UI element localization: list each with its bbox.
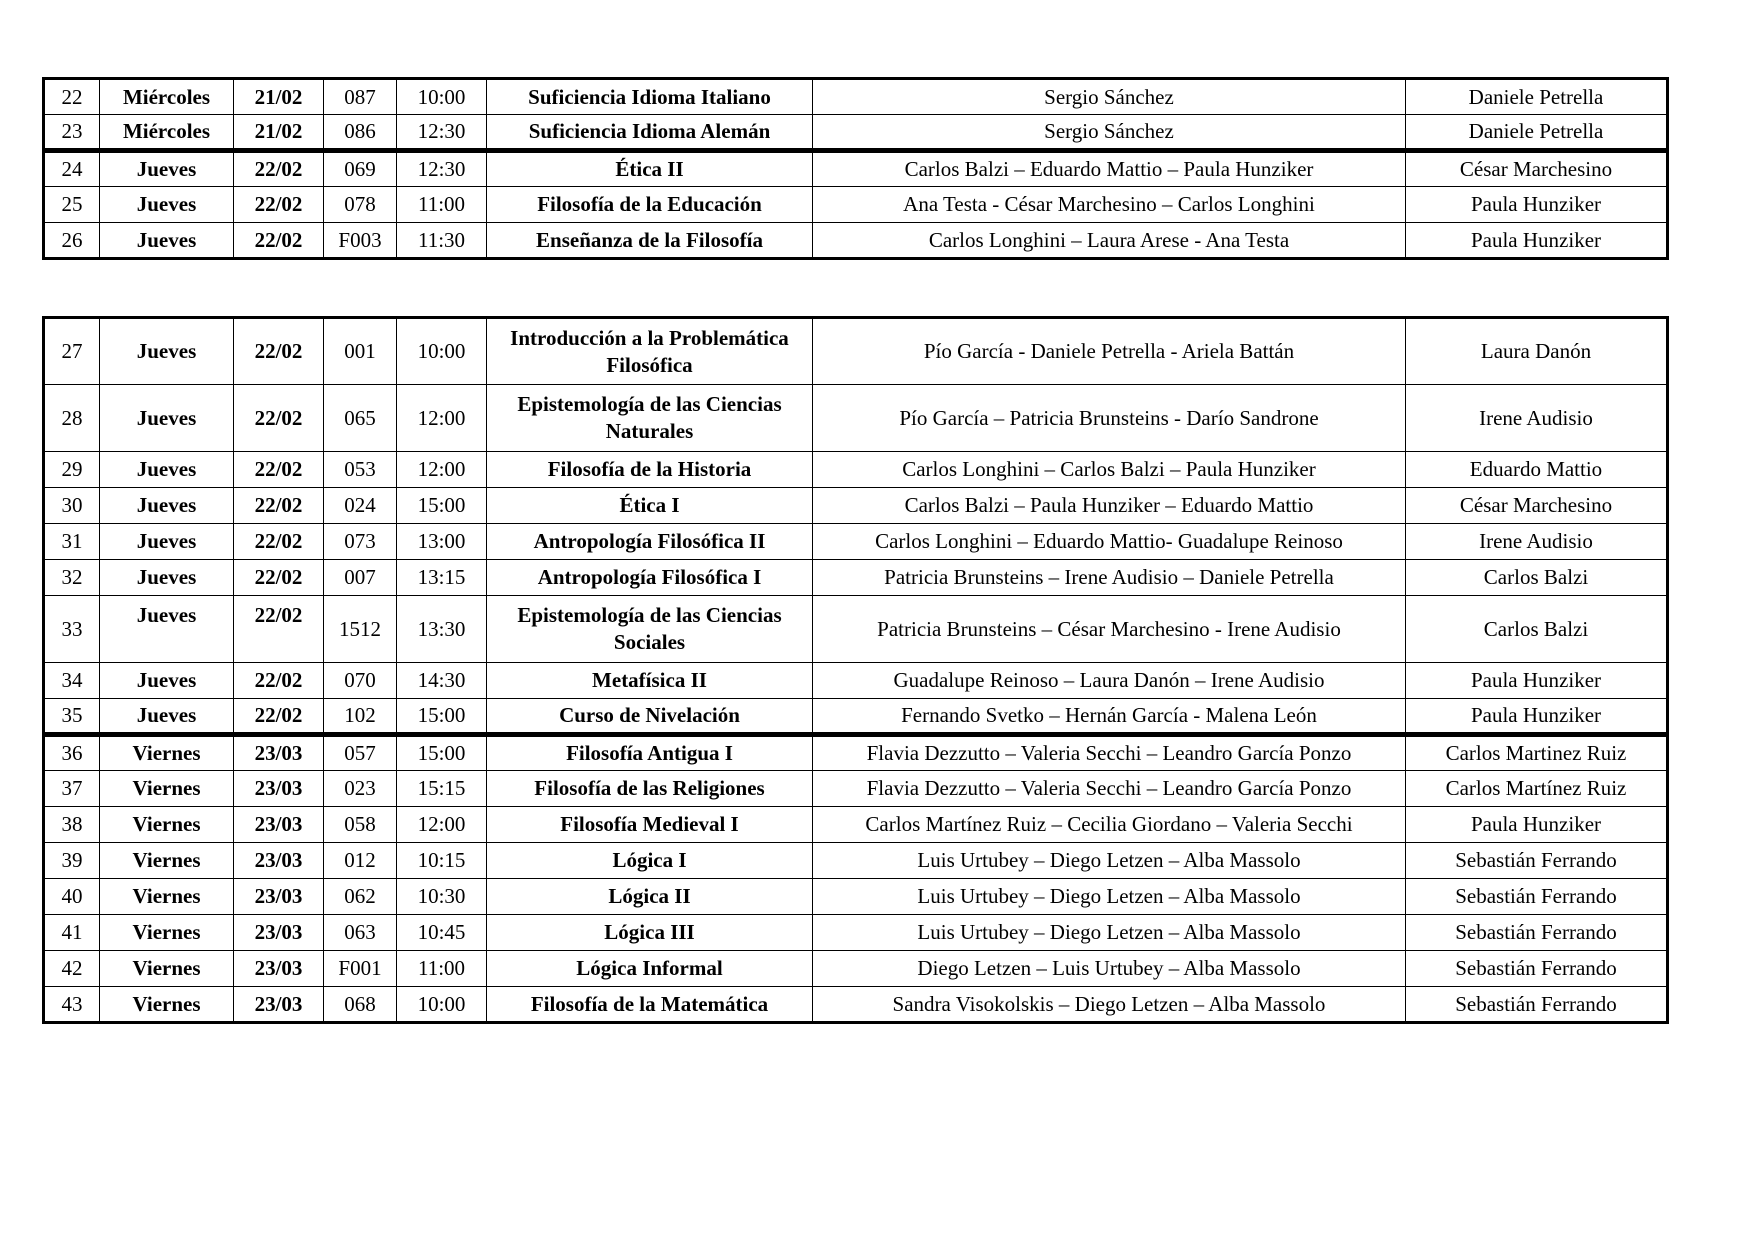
- row-number: 39: [44, 843, 100, 879]
- tribunal-members: Carlos Longhini – Eduardo Mattio- Guadalupe Reinoso: [813, 524, 1406, 560]
- subject-code: 012: [324, 843, 397, 879]
- table-row: [44, 385, 1668, 452]
- tribunal-members: Pío García - Daniele Petrella - Ariela Battán: [813, 318, 1406, 385]
- row-number: 33: [44, 596, 100, 663]
- exam-day: Viernes: [100, 879, 234, 915]
- substitute-member: Sebastián Ferrando: [1406, 879, 1668, 915]
- table-row: [44, 735, 1668, 771]
- exam-time: 12:00: [397, 385, 487, 452]
- tribunal-members: Carlos Balzi – Eduardo Mattio – Paula Hunziker: [813, 151, 1406, 187]
- subject-name: Lógica I: [487, 843, 813, 879]
- tribunal-members: Luis Urtubey – Diego Letzen – Alba Massolo: [813, 879, 1406, 915]
- tribunal-members: Sergio Sánchez: [813, 79, 1406, 115]
- exam-day: Jueves: [100, 699, 234, 735]
- row-number: 35: [44, 699, 100, 735]
- row-number: 32: [44, 560, 100, 596]
- exam-time: 15:00: [397, 735, 487, 771]
- tribunal-members: Pío García – Patricia Brunsteins - Darío Sandrone: [813, 385, 1406, 452]
- subject-name: Epistemología de las Ciencias Naturales: [487, 385, 813, 452]
- substitute-member: Irene Audisio: [1406, 524, 1668, 560]
- table-body: [44, 318, 1668, 1023]
- table-row: [44, 843, 1668, 879]
- tribunal-members: Carlos Balzi – Paula Hunziker – Eduardo Mattio: [813, 488, 1406, 524]
- table-row: [44, 524, 1668, 560]
- substitute-member: Paula Hunziker: [1406, 187, 1668, 223]
- table-row: [44, 879, 1668, 915]
- subject-code: 057: [324, 735, 397, 771]
- subject-code: 007: [324, 560, 397, 596]
- exam-time: 10:15: [397, 843, 487, 879]
- substitute-member: Carlos Martinez Ruiz: [1406, 735, 1668, 771]
- exam-date: 22/02: [234, 524, 324, 560]
- substitute-member: Sebastián Ferrando: [1406, 915, 1668, 951]
- subject-code: 070: [324, 663, 397, 699]
- subject-code: 068: [324, 987, 397, 1023]
- subject-code: 1512: [324, 596, 397, 663]
- exam-time: 15:00: [397, 488, 487, 524]
- subject-name: Suficiencia Idioma Alemán: [487, 115, 813, 151]
- exam-date: 22/02: [234, 187, 324, 223]
- row-number: 29: [44, 452, 100, 488]
- exam-date: 23/03: [234, 987, 324, 1023]
- table-row: [44, 151, 1668, 187]
- subject-code: 065: [324, 385, 397, 452]
- subject-name: Curso de Nivelación: [487, 699, 813, 735]
- exam-date: 23/03: [234, 771, 324, 807]
- substitute-member: César Marchesino: [1406, 488, 1668, 524]
- substitute-member: Paula Hunziker: [1406, 663, 1668, 699]
- exam-time: 13:30: [397, 596, 487, 663]
- substitute-member: Eduardo Mattio: [1406, 452, 1668, 488]
- exam-date: 23/03: [234, 807, 324, 843]
- exam-day: Viernes: [100, 771, 234, 807]
- table-row: [44, 915, 1668, 951]
- table-row: [44, 452, 1668, 488]
- exam-day: Jueves: [100, 488, 234, 524]
- substitute-member: Sebastián Ferrando: [1406, 843, 1668, 879]
- exam-day: Viernes: [100, 807, 234, 843]
- table-row: [44, 596, 1668, 663]
- exam-date: 23/03: [234, 735, 324, 771]
- subject-code: F001: [324, 951, 397, 987]
- subject-name: Enseñanza de la Filosofía: [487, 223, 813, 259]
- row-number: 28: [44, 385, 100, 452]
- substitute-member: Laura Danón: [1406, 318, 1668, 385]
- exam-day: Viernes: [100, 987, 234, 1023]
- table-row: [44, 699, 1668, 735]
- subject-name: Filosofía de la Historia: [487, 452, 813, 488]
- exam-date: 22/02: [234, 596, 324, 663]
- subject-code: 058: [324, 807, 397, 843]
- exam-date: 22/02: [234, 223, 324, 259]
- subject-name: Antropología Filosófica II: [487, 524, 813, 560]
- row-number: 25: [44, 187, 100, 223]
- subject-name: Lógica Informal: [487, 951, 813, 987]
- exam-time: 12:30: [397, 115, 487, 151]
- exam-time: 10:00: [397, 79, 487, 115]
- tribunal-members: Carlos Martínez Ruiz – Cecilia Giordano – Valeria Secchi: [813, 807, 1406, 843]
- tribunal-members: Carlos Longhini – Carlos Balzi – Paula Hunziker: [813, 452, 1406, 488]
- substitute-member: Paula Hunziker: [1406, 699, 1668, 735]
- tribunal-members: Sergio Sánchez: [813, 115, 1406, 151]
- exam-date: 21/02: [234, 79, 324, 115]
- subject-name: Filosofía Antigua I: [487, 735, 813, 771]
- exam-schedule-table-2: [42, 316, 1669, 1024]
- substitute-member: Daniele Petrella: [1406, 79, 1668, 115]
- exam-time: 11:00: [397, 187, 487, 223]
- exam-day: Viernes: [100, 735, 234, 771]
- subject-code: 087: [324, 79, 397, 115]
- substitute-member: Carlos Martínez Ruiz: [1406, 771, 1668, 807]
- exam-day: Jueves: [100, 223, 234, 259]
- table-row: [44, 115, 1668, 151]
- substitute-member: Paula Hunziker: [1406, 807, 1668, 843]
- subject-name: Ética II: [487, 151, 813, 187]
- row-number: 40: [44, 879, 100, 915]
- exam-time: 12:30: [397, 151, 487, 187]
- subject-code: F003: [324, 223, 397, 259]
- exam-time: 12:00: [397, 452, 487, 488]
- table-row: [44, 663, 1668, 699]
- table-row: [44, 560, 1668, 596]
- row-number: 38: [44, 807, 100, 843]
- exam-time: 15:00: [397, 699, 487, 735]
- exam-time: 15:15: [397, 771, 487, 807]
- exam-date: 22/02: [234, 488, 324, 524]
- tribunal-members: Luis Urtubey – Diego Letzen – Alba Massolo: [813, 843, 1406, 879]
- exam-date: 22/02: [234, 452, 324, 488]
- subject-code: 073: [324, 524, 397, 560]
- exam-date: 23/03: [234, 951, 324, 987]
- subject-name: Epistemología de las Ciencias Sociales: [487, 596, 813, 663]
- row-number: 43: [44, 987, 100, 1023]
- table-row: [44, 951, 1668, 987]
- exam-time: 10:00: [397, 318, 487, 385]
- tribunal-members: Patricia Brunsteins – César Marchesino - Irene Audisio: [813, 596, 1406, 663]
- exam-time: 10:00: [397, 987, 487, 1023]
- subject-name: Filosofía de la Educación: [487, 187, 813, 223]
- subject-name: Filosofía Medieval I: [487, 807, 813, 843]
- exam-day: Viernes: [100, 915, 234, 951]
- exam-day: Jueves: [100, 524, 234, 560]
- exam-day: Jueves: [100, 596, 234, 663]
- tribunal-members: Carlos Longhini – Laura Arese - Ana Testa: [813, 223, 1406, 259]
- subject-name: Metafísica II: [487, 663, 813, 699]
- exam-day: Viernes: [100, 843, 234, 879]
- row-number: 36: [44, 735, 100, 771]
- exam-day: Jueves: [100, 560, 234, 596]
- subject-code: 062: [324, 879, 397, 915]
- tribunal-members: Ana Testa - César Marchesino – Carlos Longhini: [813, 187, 1406, 223]
- row-number: 27: [44, 318, 100, 385]
- exam-time: 11:00: [397, 951, 487, 987]
- exam-date: 22/02: [234, 560, 324, 596]
- table-row: [44, 771, 1668, 807]
- substitute-member: Irene Audisio: [1406, 385, 1668, 452]
- subject-code: 053: [324, 452, 397, 488]
- substitute-member: Paula Hunziker: [1406, 223, 1668, 259]
- exam-time: 11:30: [397, 223, 487, 259]
- exam-date: 23/03: [234, 843, 324, 879]
- subject-code: 023: [324, 771, 397, 807]
- substitute-member: Sebastián Ferrando: [1406, 951, 1668, 987]
- row-number: 41: [44, 915, 100, 951]
- table-row: [44, 488, 1668, 524]
- subject-code: 078: [324, 187, 397, 223]
- substitute-member: César Marchesino: [1406, 151, 1668, 187]
- exam-date: 23/03: [234, 915, 324, 951]
- exam-schedule-table-1: [42, 77, 1669, 260]
- row-number: 34: [44, 663, 100, 699]
- subject-name: Filosofía de las Religiones: [487, 771, 813, 807]
- exam-date: 22/02: [234, 318, 324, 385]
- subject-name: Lógica II: [487, 879, 813, 915]
- subject-code: 069: [324, 151, 397, 187]
- exam-time: 10:30: [397, 879, 487, 915]
- subject-code: 102: [324, 699, 397, 735]
- table-row: [44, 223, 1668, 259]
- tribunal-members: Flavia Dezzutto – Valeria Secchi – Leandro García Ponzo: [813, 771, 1406, 807]
- exam-date: 22/02: [234, 699, 324, 735]
- subject-code: 063: [324, 915, 397, 951]
- exam-date: 22/02: [234, 385, 324, 452]
- table-row: [44, 187, 1668, 223]
- table-row: [44, 318, 1668, 385]
- exam-date: 23/03: [234, 879, 324, 915]
- row-number: 22: [44, 79, 100, 115]
- subject-name: Introducción a la Problemática Filosófica: [487, 318, 813, 385]
- exam-day: Jueves: [100, 663, 234, 699]
- exam-time: 13:00: [397, 524, 487, 560]
- substitute-member: Sebastián Ferrando: [1406, 987, 1668, 1023]
- subject-name: Filosofía de la Matemática: [487, 987, 813, 1023]
- exam-day: Jueves: [100, 151, 234, 187]
- exam-day: Miércoles: [100, 115, 234, 151]
- row-number: 42: [44, 951, 100, 987]
- substitute-member: Carlos Balzi: [1406, 596, 1668, 663]
- table-body: [44, 79, 1668, 259]
- tribunal-members: Guadalupe Reinoso – Laura Danón – Irene Audisio: [813, 663, 1406, 699]
- tribunal-members: Fernando Svetko – Hernán García - Malena León: [813, 699, 1406, 735]
- table-row: [44, 987, 1668, 1023]
- substitute-member: Carlos Balzi: [1406, 560, 1668, 596]
- substitute-member: Daniele Petrella: [1406, 115, 1668, 151]
- exam-day: Jueves: [100, 385, 234, 452]
- subject-name: Suficiencia Idioma Italiano: [487, 79, 813, 115]
- subject-code: 024: [324, 488, 397, 524]
- tribunal-members: Patricia Brunsteins – Irene Audisio – Daniele Petrella: [813, 560, 1406, 596]
- subject-code: 086: [324, 115, 397, 151]
- table-row: [44, 79, 1668, 115]
- row-number: 37: [44, 771, 100, 807]
- tribunal-members: Diego Letzen – Luis Urtubey – Alba Massolo: [813, 951, 1406, 987]
- exam-time: 10:45: [397, 915, 487, 951]
- exam-time: 12:00: [397, 807, 487, 843]
- table-row: [44, 807, 1668, 843]
- exam-date: 22/02: [234, 663, 324, 699]
- row-number: 26: [44, 223, 100, 259]
- subject-name: Lógica III: [487, 915, 813, 951]
- exam-day: Miércoles: [100, 79, 234, 115]
- row-number: 30: [44, 488, 100, 524]
- tribunal-members: Sandra Visokolskis – Diego Letzen – Alba Massolo: [813, 987, 1406, 1023]
- exam-day: Jueves: [100, 187, 234, 223]
- exam-day: Jueves: [100, 452, 234, 488]
- exam-time: 13:15: [397, 560, 487, 596]
- subject-name: Ética I: [487, 488, 813, 524]
- exam-time: 14:30: [397, 663, 487, 699]
- row-number: 23: [44, 115, 100, 151]
- subject-name: Antropología Filosófica I: [487, 560, 813, 596]
- tribunal-members: Flavia Dezzutto – Valeria Secchi – Leandro García Ponzo: [813, 735, 1406, 771]
- exam-day: Viernes: [100, 951, 234, 987]
- tribunal-members: Luis Urtubey – Diego Letzen – Alba Massolo: [813, 915, 1406, 951]
- subject-code: 001: [324, 318, 397, 385]
- exam-date: 21/02: [234, 115, 324, 151]
- row-number: 24: [44, 151, 100, 187]
- exam-date: 22/02: [234, 151, 324, 187]
- row-number: 31: [44, 524, 100, 560]
- exam-day: Jueves: [100, 318, 234, 385]
